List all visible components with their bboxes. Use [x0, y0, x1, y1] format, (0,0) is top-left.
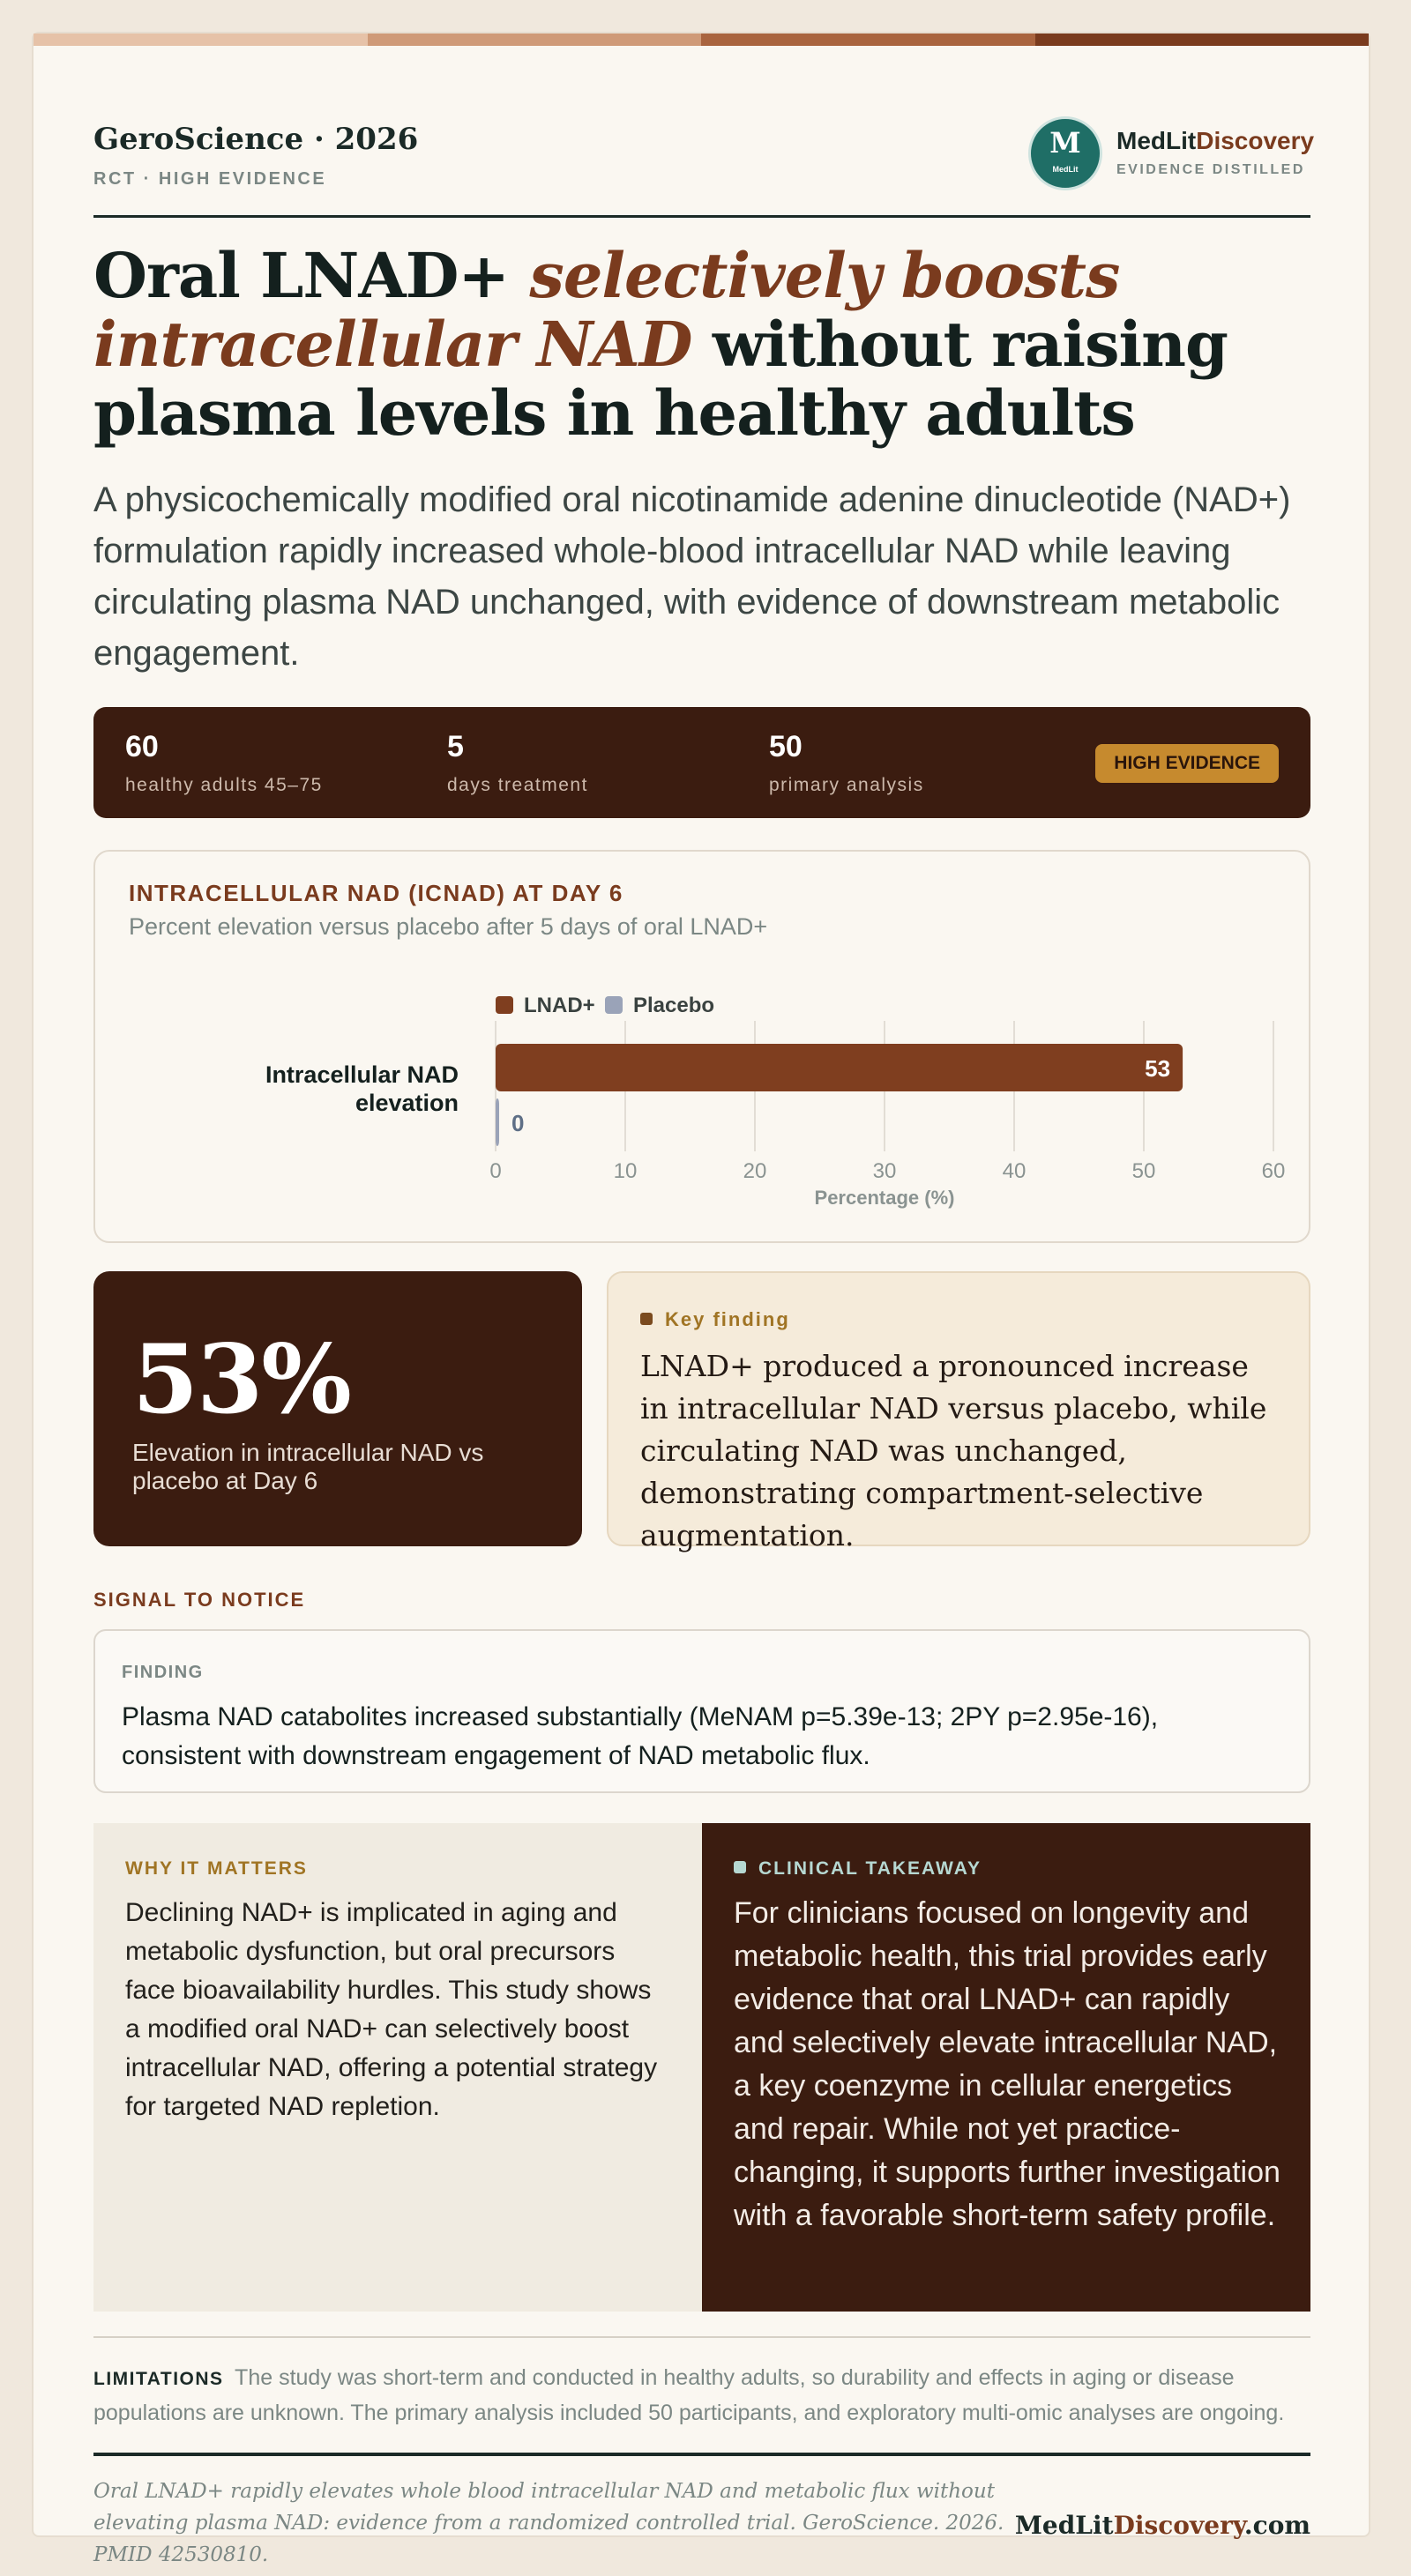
- stat-label: healthy adults 45–75: [125, 775, 323, 795]
- evidence-badge: HIGH EVIDENCE: [1095, 744, 1279, 783]
- key-finding-label-text: Key finding: [665, 1308, 790, 1330]
- bullet-icon: [640, 1313, 653, 1325]
- data-label: 53: [1145, 1055, 1171, 1082]
- header: [93, 46, 1315, 205]
- clinical-takeaway-panel: [702, 1823, 1310, 2312]
- limitations-divider: [93, 2336, 1310, 2338]
- x-axis-label: Percentage (%): [814, 1187, 955, 1209]
- takeaway-label: [734, 1858, 982, 1880]
- logo-small-text: MedLit: [1052, 165, 1079, 174]
- why-text: Declining NAD+ is implicated in aging and metabolic dysfunction, but oral precursors face bioavailability hurdles. This study shows a modified oral NAD+ can selectively boost intracellular NAD, offering a potential strategy for targeted NAD repletion.: [125, 1898, 658, 2121]
- chart-subtitle: Percent elevation versus placebo after 5 days of oral LNAD+: [129, 913, 768, 940]
- x-tick-label: 0: [489, 1159, 502, 1183]
- category-label-line1: Intracellular NAD: [265, 1061, 459, 1088]
- brand-part1: MedLit: [1116, 127, 1197, 154]
- takeaway-text: For clinicians focused on longevity and metabolic health, this trial provides early evidence that oral LNAD+ can rapidly and selectively elevate intracellular NAD, a key coenzyme in cellular energetics and repair. While not yet practice-changing, it supports further investigation with a favorable short-term safety profile.: [734, 1896, 1280, 2232]
- signal-text: Plasma NAD catabolites increased substantially (MeNAM p=5.39e-13; 2PY p=2.95e-16), consistent with downstream engagement of NAD metabolic flux.: [122, 1702, 1159, 1770]
- bar-lnad: [496, 1044, 1183, 1091]
- chart-title: INTRACELLULAR NAD (ICNAD) AT DAY 6: [129, 880, 623, 906]
- article-card: [32, 32, 1370, 2566]
- journal-name: GeroScience · 2026: [93, 122, 419, 157]
- limitations: [93, 2361, 1310, 2430]
- signal-box: [93, 1629, 1310, 1793]
- signal-heading: SIGNAL TO NOTICE: [93, 1589, 306, 1611]
- data-label: 0: [511, 1110, 525, 1136]
- stat-value: 5: [447, 730, 464, 763]
- big-stat-card: [93, 1271, 582, 1546]
- key-finding-card: [607, 1271, 1310, 1552]
- big-stat-caption: Elevation in intracellular NAD vs placebo at Day 6: [132, 1439, 484, 1494]
- limitations-label: LIMITATIONS: [93, 2369, 224, 2389]
- citation: Oral LNAD+ rapidly elevates whole blood intracellular NAD and metabolic flux without elevating plasma NAD: evidence from a randomized controlled trial. GeroScience. 2026. PMID 42530810.: [93, 2480, 1004, 2566]
- stat-value: 60: [125, 730, 159, 763]
- topbar-segment-1: [34, 34, 368, 46]
- stat-label: primary analysis: [769, 775, 924, 795]
- x-tick-label: 20: [743, 1159, 767, 1183]
- context-panels: [93, 1823, 1310, 2312]
- site-part1: MedLit: [1014, 2511, 1114, 2540]
- stat-duration: [447, 730, 588, 796]
- study-type: RCT · HIGH EVIDENCE: [93, 169, 327, 189]
- footer-divider: [93, 2453, 1310, 2456]
- takeaway-label-text: CLINICAL TAKEAWAY: [758, 1858, 982, 1879]
- headline-part2: without raising plasma levels in healthy adults: [93, 308, 1228, 450]
- bar-chart: [95, 852, 1309, 1241]
- key-finding-label: [640, 1308, 790, 1331]
- top-color-bar: [34, 34, 1369, 46]
- x-tick-label: 10: [613, 1159, 638, 1183]
- big-stat-value: 53%: [132, 1324, 350, 1435]
- legend-label: LNAD+: [524, 994, 595, 1017]
- brand-name: [1116, 127, 1314, 155]
- stat-value: 50: [769, 730, 803, 763]
- summary-dek: A physicochemically modified oral nicotinamide adenine dinucleotide (NAD+) formulation rapidly increased whole-blood intracellular NAD while leaving circulating plasma NAD unchanged, with evidence of downstream metabolic engagement.: [93, 480, 1291, 673]
- stat-label: days treatment: [447, 775, 588, 795]
- site-part2: Discovery: [1113, 2511, 1244, 2540]
- x-tick-label: 50: [1131, 1159, 1156, 1183]
- legend-swatch-lnad: [496, 996, 513, 1014]
- x-tick-label: 40: [1002, 1159, 1027, 1183]
- stats-bar: [93, 707, 1310, 818]
- stat-participants: [125, 730, 323, 796]
- brand-tagline: EVIDENCE DISTILLED: [1116, 162, 1305, 177]
- footer-site: [1015, 2511, 1310, 2540]
- logo-letter: M: [1049, 126, 1081, 160]
- header-divider: [93, 215, 1310, 218]
- headline-part1: Oral LNAD+: [93, 239, 530, 312]
- stat-analysis: [769, 730, 924, 796]
- bar-placebo: [496, 1098, 499, 1146]
- why-it-matters-panel: [93, 1823, 702, 2312]
- legend-label: Placebo: [633, 994, 715, 1017]
- why-label: WHY IT MATTERS: [125, 1858, 308, 1879]
- x-tick-label: 60: [1261, 1159, 1286, 1183]
- headline-highlight: selectively boosts intracellular NAD: [93, 239, 1120, 381]
- category-label-line2: elevation: [355, 1090, 459, 1116]
- brand-part2: Discovery: [1196, 127, 1315, 154]
- signal-label: FINDING: [122, 1663, 204, 1682]
- bullet-icon: [734, 1861, 746, 1873]
- topbar-segment-2: [368, 34, 702, 46]
- topbar-segment-4: [1035, 34, 1370, 46]
- topbar-segment-3: [701, 34, 1035, 46]
- legend-swatch-placebo: [605, 996, 623, 1014]
- chart-card: [93, 850, 1310, 1243]
- site-part3: .com: [1243, 2511, 1310, 2540]
- x-tick-label: 30: [872, 1159, 897, 1183]
- key-finding-text: LNAD+ produced a pronounced increase in intracellular NAD versus placebo, while circulating NAD was unchanged, demonstrating compartment-selective augmentation.: [640, 1349, 1267, 1552]
- headline: [93, 239, 1310, 450]
- logo-icon: [1028, 116, 1102, 190]
- limitations-text: The study was short-term and conducted in healthy adults, so durability and effects in aging or disease populations are unknown. The primary analysis included 50 participants, and exploratory multi-omic analyses are ongoing.: [93, 2365, 1285, 2425]
